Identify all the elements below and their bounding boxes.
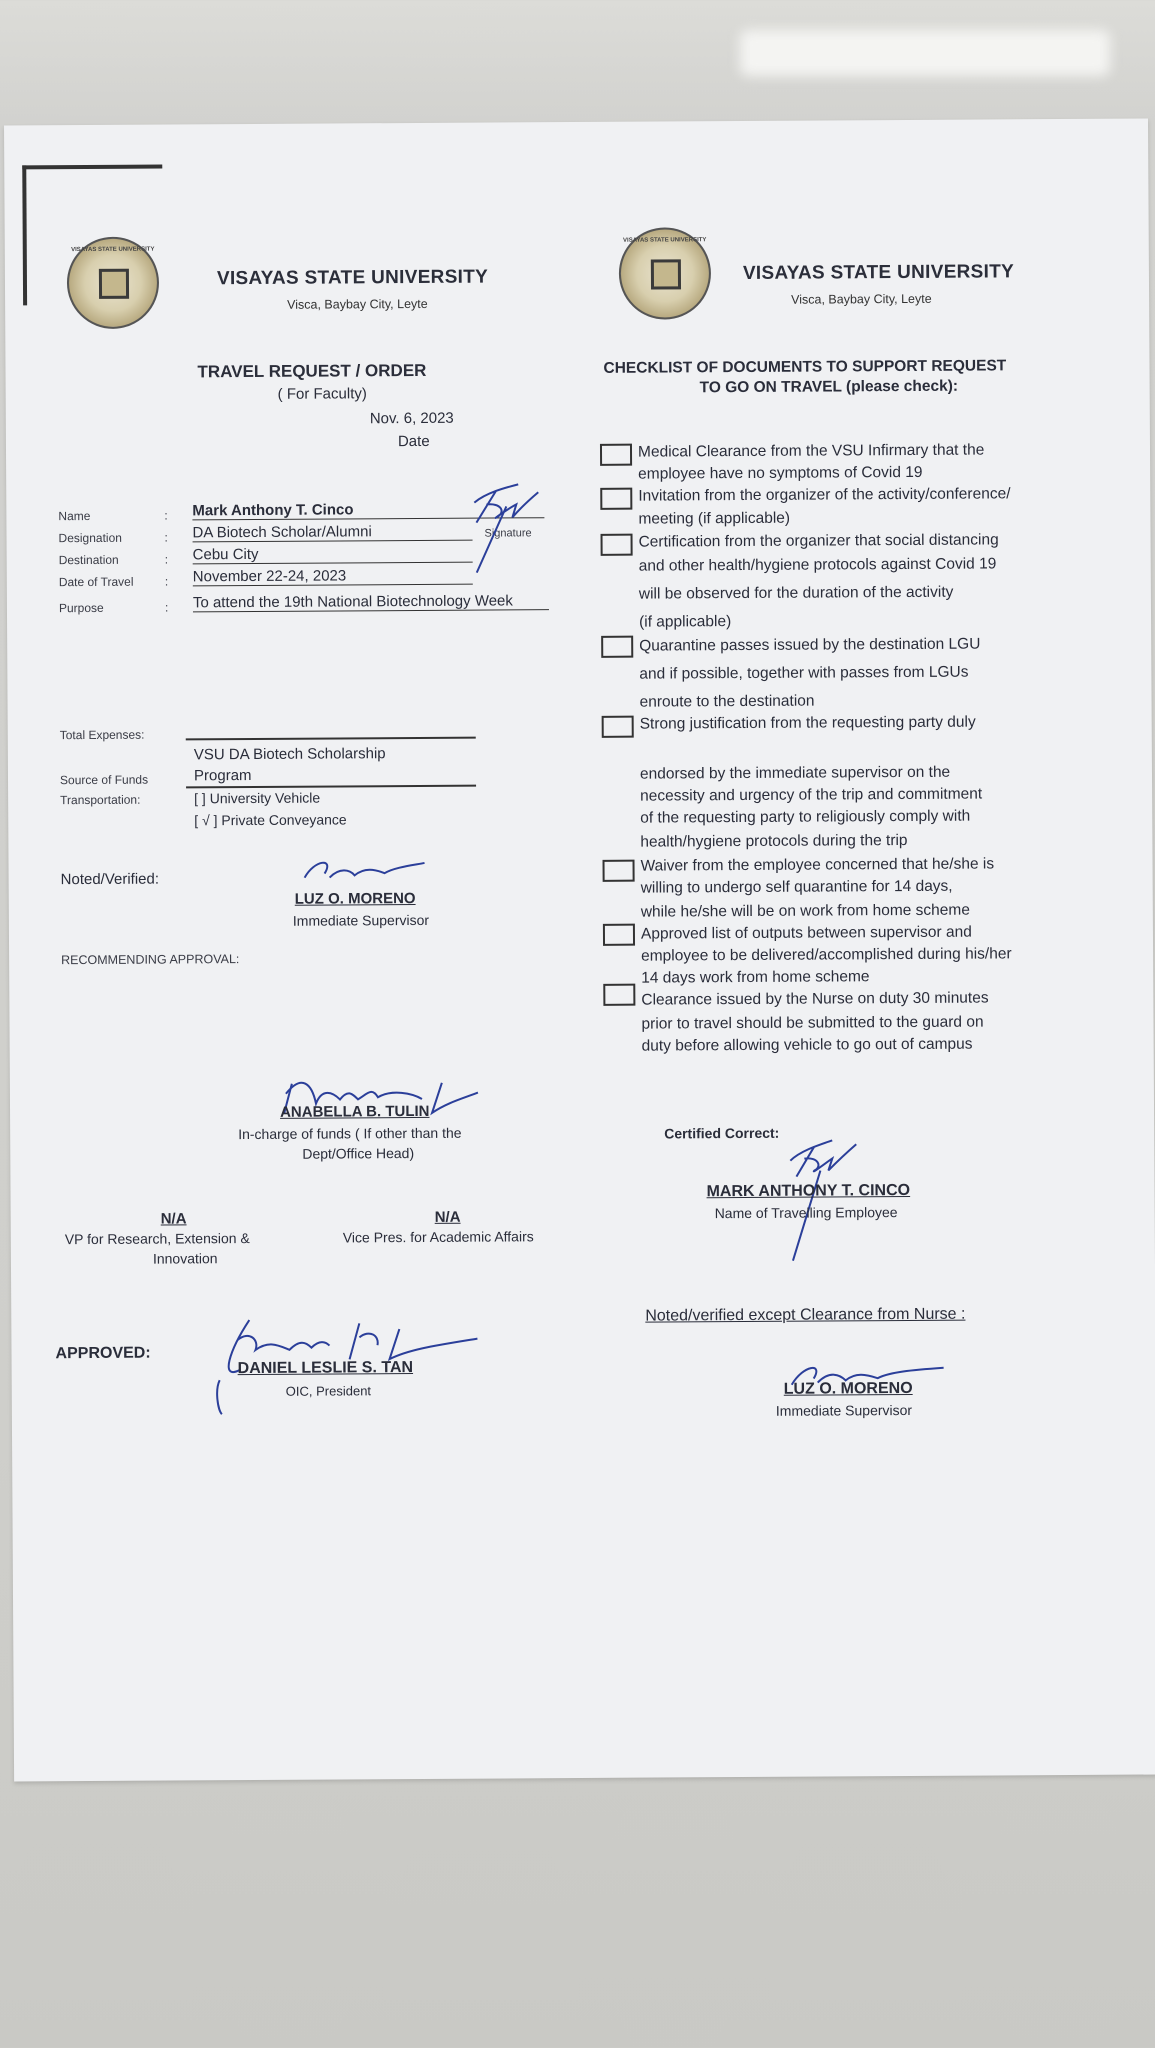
signature-label: Signature xyxy=(484,527,532,540)
checklist-line: while he/she will be on work from home scheme xyxy=(640,901,970,921)
approved-label: APPROVED: xyxy=(55,1344,151,1363)
checklist-line: duty before allowing vehicle to go out of campus xyxy=(641,1035,973,1055)
checklist-title-line2: TO GO ON TRAVEL (please check): xyxy=(699,377,959,397)
checklist-line: Medical Clearance from the VSU Infirmary that the xyxy=(637,441,985,461)
noted-supervisor-name: LUZ O. MORENO xyxy=(294,889,416,908)
checklist-line: Clearance issued by the Nurse on duty 30 minutes xyxy=(641,989,989,1009)
funds-incharge-name: ANABELLA B. TULIN xyxy=(279,1102,430,1121)
university-name-left: VISAYAS STATE UNIVERSITY xyxy=(216,266,489,290)
destination-value: Cebu City xyxy=(193,545,473,565)
university-location-left: Visca, Baybay City, Leyte xyxy=(287,296,428,312)
certified-correct-label: Certified Correct: xyxy=(664,1124,780,1142)
checklist-line: Waiver from the employee concerned that he/she is xyxy=(640,855,995,875)
funds-incharge-signature xyxy=(272,1063,482,1134)
designation-label: Designation xyxy=(58,530,122,546)
vp-academic-label: Vice Pres. for Academic Affairs xyxy=(342,1228,534,1246)
date-of-travel-label: Date of Travel xyxy=(58,574,134,590)
right-supervisor-role: Immediate Supervisor xyxy=(775,1401,913,1419)
date-of-travel-value: November 22-24, 2023 xyxy=(193,567,473,587)
noted-supervisor-role: Immediate Supervisor xyxy=(292,911,430,929)
checklist-line: 14 days work from home scheme xyxy=(641,968,870,987)
purpose-label: Purpose xyxy=(58,600,104,616)
travel-request-document: VISAYAS STATE UNIVERSITY VISAYAS STATE UNIVERSITY Visca, Baybay City, Leyte TRAVEL REQUEST / ORDER ( For Faculty) Nov. 6, 2023 Date Name : Mark Anthony T. Cinco Designation : DA Biotech Scholar/Alumni Signature Destination : Cebu City Date of Travel : November 22-24, 2023 Purpose : To attend the 19th National Biotechnology Week Total Expenses: VSU DA Biotech Scholarship Source of Funds Program Transportation: [ ] University Vehicle [ √ ] Private Conveyance Noted/Verified: LUZ O. MORENO Immediate Supervisor RECOMMENDING APPROVAL: ANABELLA B. TULIN In-charge of funds ( If other than the Dept/Office Head) N/A VP for Research, Extension & Innovation N/A Vice Pres. for Academic Affairs APPROVED: DANIEL LESLIE S. TAN OIC, President VISAYAS STATE UNIVERSITY VISAYAS STATE UNIVERSITY Visca, Baybay City, Leyte CHECKLIST OF DOCUMENTS TO SUPPORT REQUEST TO GO ON TRAVEL (please check): Medical Clearance from the VSU Infirmary that the employee have no symptoms of Covid 19 Invitation from the organizer of the activity/conference/ meeting (if applicable) Certification from the organizer that social distancing and other health/hygiene protocols against Covid 19 will be observed for the duration of the activity (if applicable) Quarantine passes issued by the destination LGU and if possible, together with passes from LGUs enroute to the destination Strong justification from the requesting party duly endorsed by the immediate supervisor on the necessity and urgency of the trip and commitment of the requesting party to religiously comply with health/hygiene protocols during the trip Waiver from the employee concerned that he/she is willing to undergo self quarantine for 14 days, while he/she will be on work from home scheme Approved list of outputs between supervisor and employee to be delivered/accomplished during his/her 14 days work from home scheme Clearance issued by the Nurse on duty 30 minutes prior to travel should be submitted to the guard on duty before allowing vehicle to go out of campus Certified Correct: MARK ANTHONY T. CINCO Name of Travelling Employee Noted/verified except Clearance from Nurse : LUZ O. MORENO Immediate Supervisor xyxy=(4,119,1155,1782)
checkbox-quarantine-passes[interactable] xyxy=(601,636,633,658)
checklist-line: Invitation from the organizer of the activity/conference/ xyxy=(638,485,1011,505)
request-date-value: Nov. 6, 2023 xyxy=(369,409,454,428)
funds-incharge-role-line2: Dept/Office Head) xyxy=(302,1145,415,1162)
checklist-title-line1: CHECKLIST OF DOCUMENTS TO SUPPORT REQUEST xyxy=(603,357,1007,377)
checklist-line: employee to be delivered/accomplished during his/her xyxy=(641,945,1012,965)
corner-mark xyxy=(22,165,27,305)
checklist-line: Quarantine passes issued by the destination LGU xyxy=(639,635,981,655)
corner-mark-top xyxy=(22,165,162,170)
checklist-line: employee have no symptoms of Covid 19 xyxy=(638,463,923,483)
checklist-line: Strong justification from the requesting party duly xyxy=(639,713,976,733)
checklist-line: endorsed by the immediate supervisor on the xyxy=(639,763,951,783)
form-subtitle: ( For Faculty) xyxy=(277,385,367,403)
checkbox-certification[interactable] xyxy=(601,534,633,556)
checklist-line: willing to undergo self quarantine for 14 days, xyxy=(640,877,953,897)
university-seal-left: VISAYAS STATE UNIVERSITY xyxy=(67,237,160,330)
checklist-line: health/hygiene protocols during the trip xyxy=(640,831,908,851)
checklist-line: and other health/hygiene protocols against Covid 19 xyxy=(638,555,997,575)
source-of-funds-line2: Program xyxy=(193,766,252,785)
source-of-funds-label: Source of Funds xyxy=(59,772,149,788)
right-supervisor-name: LUZ O. MORENO xyxy=(783,1379,913,1398)
checkbox-nurse-clearance[interactable] xyxy=(603,984,635,1006)
certified-employee-role: Name of Travelling Employee xyxy=(714,1204,898,1222)
checklist-line: of the requesting party to religiously comply with xyxy=(640,807,971,827)
checklist-line: (if applicable) xyxy=(639,613,732,631)
name-label: Name xyxy=(58,508,91,524)
form-title: TRAVEL REQUEST / ORDER xyxy=(197,360,427,382)
transportation-label: Transportation: xyxy=(60,792,141,808)
checklist-line: enroute to the destination xyxy=(639,692,815,711)
president-role: OIC, President xyxy=(285,1383,372,1399)
checklist-line: prior to travel should be submitted to the guard on xyxy=(641,1013,984,1033)
checkbox-invitation[interactable] xyxy=(600,488,632,510)
university-location-right: Visca, Baybay City, Leyte xyxy=(791,291,932,307)
noted-except-label: Noted/verified except Clearance from Nurse : xyxy=(645,1305,966,1325)
checklist-line: will be observed for the duration of the activity xyxy=(638,583,954,603)
destination-label: Destination xyxy=(58,552,119,568)
vp-academic-value: N/A xyxy=(434,1208,461,1226)
noted-verified-label: Noted/Verified: xyxy=(60,870,160,889)
certified-employee-name: MARK ANTHONY T. CINCO xyxy=(706,1181,911,1201)
designation-value: DA Biotech Scholar/Alumni xyxy=(192,523,472,543)
checkbox-waiver[interactable] xyxy=(603,860,635,882)
vp-research-label-line2: Innovation xyxy=(152,1250,218,1267)
checklist-line: Approved list of outputs between supervisor and xyxy=(640,923,972,943)
vp-research-value: N/A xyxy=(160,1210,187,1228)
vp-research-label-line1: VP for Research, Extension & xyxy=(64,1230,250,1248)
transport-option-university-vehicle: [ ] University Vehicle xyxy=(194,789,321,807)
funds-incharge-role-line1: In-charge of funds ( If other than the xyxy=(238,1124,462,1143)
employee-signature xyxy=(446,462,557,583)
total-expenses-label: Total Expenses: xyxy=(59,727,145,743)
checkbox-approved-outputs[interactable] xyxy=(603,924,635,946)
checklist-line: and if possible, together with passes from LGUs xyxy=(639,663,969,683)
request-date-label: Date xyxy=(397,432,430,451)
camera-glare xyxy=(740,30,1110,76)
checklist-line: Certification from the organizer that social distancing xyxy=(638,531,999,551)
checkbox-strong-justification[interactable] xyxy=(602,716,634,738)
name-value: Mark Anthony T. Cinco xyxy=(192,500,544,520)
president-name: DANIEL LESLIE S. TAN xyxy=(237,1359,414,1378)
purpose-value: To attend the 19th National Biotechnology Week xyxy=(193,592,549,612)
checklist-line: necessity and urgency of the trip and commitment xyxy=(640,785,983,805)
transport-option-private-conveyance: [ √ ] Private Conveyance xyxy=(194,811,347,829)
university-seal-right: VISAYAS STATE UNIVERSITY xyxy=(619,227,712,320)
recommending-approval-label: RECOMMENDING APPROVAL: xyxy=(61,952,240,968)
checkbox-medical-clearance[interactable] xyxy=(600,444,632,466)
source-of-funds-line1: VSU DA Biotech Scholarship xyxy=(193,745,386,764)
checklist-line: meeting (if applicable) xyxy=(638,509,791,528)
university-name-right: VISAYAS STATE UNIVERSITY xyxy=(742,261,1015,284)
